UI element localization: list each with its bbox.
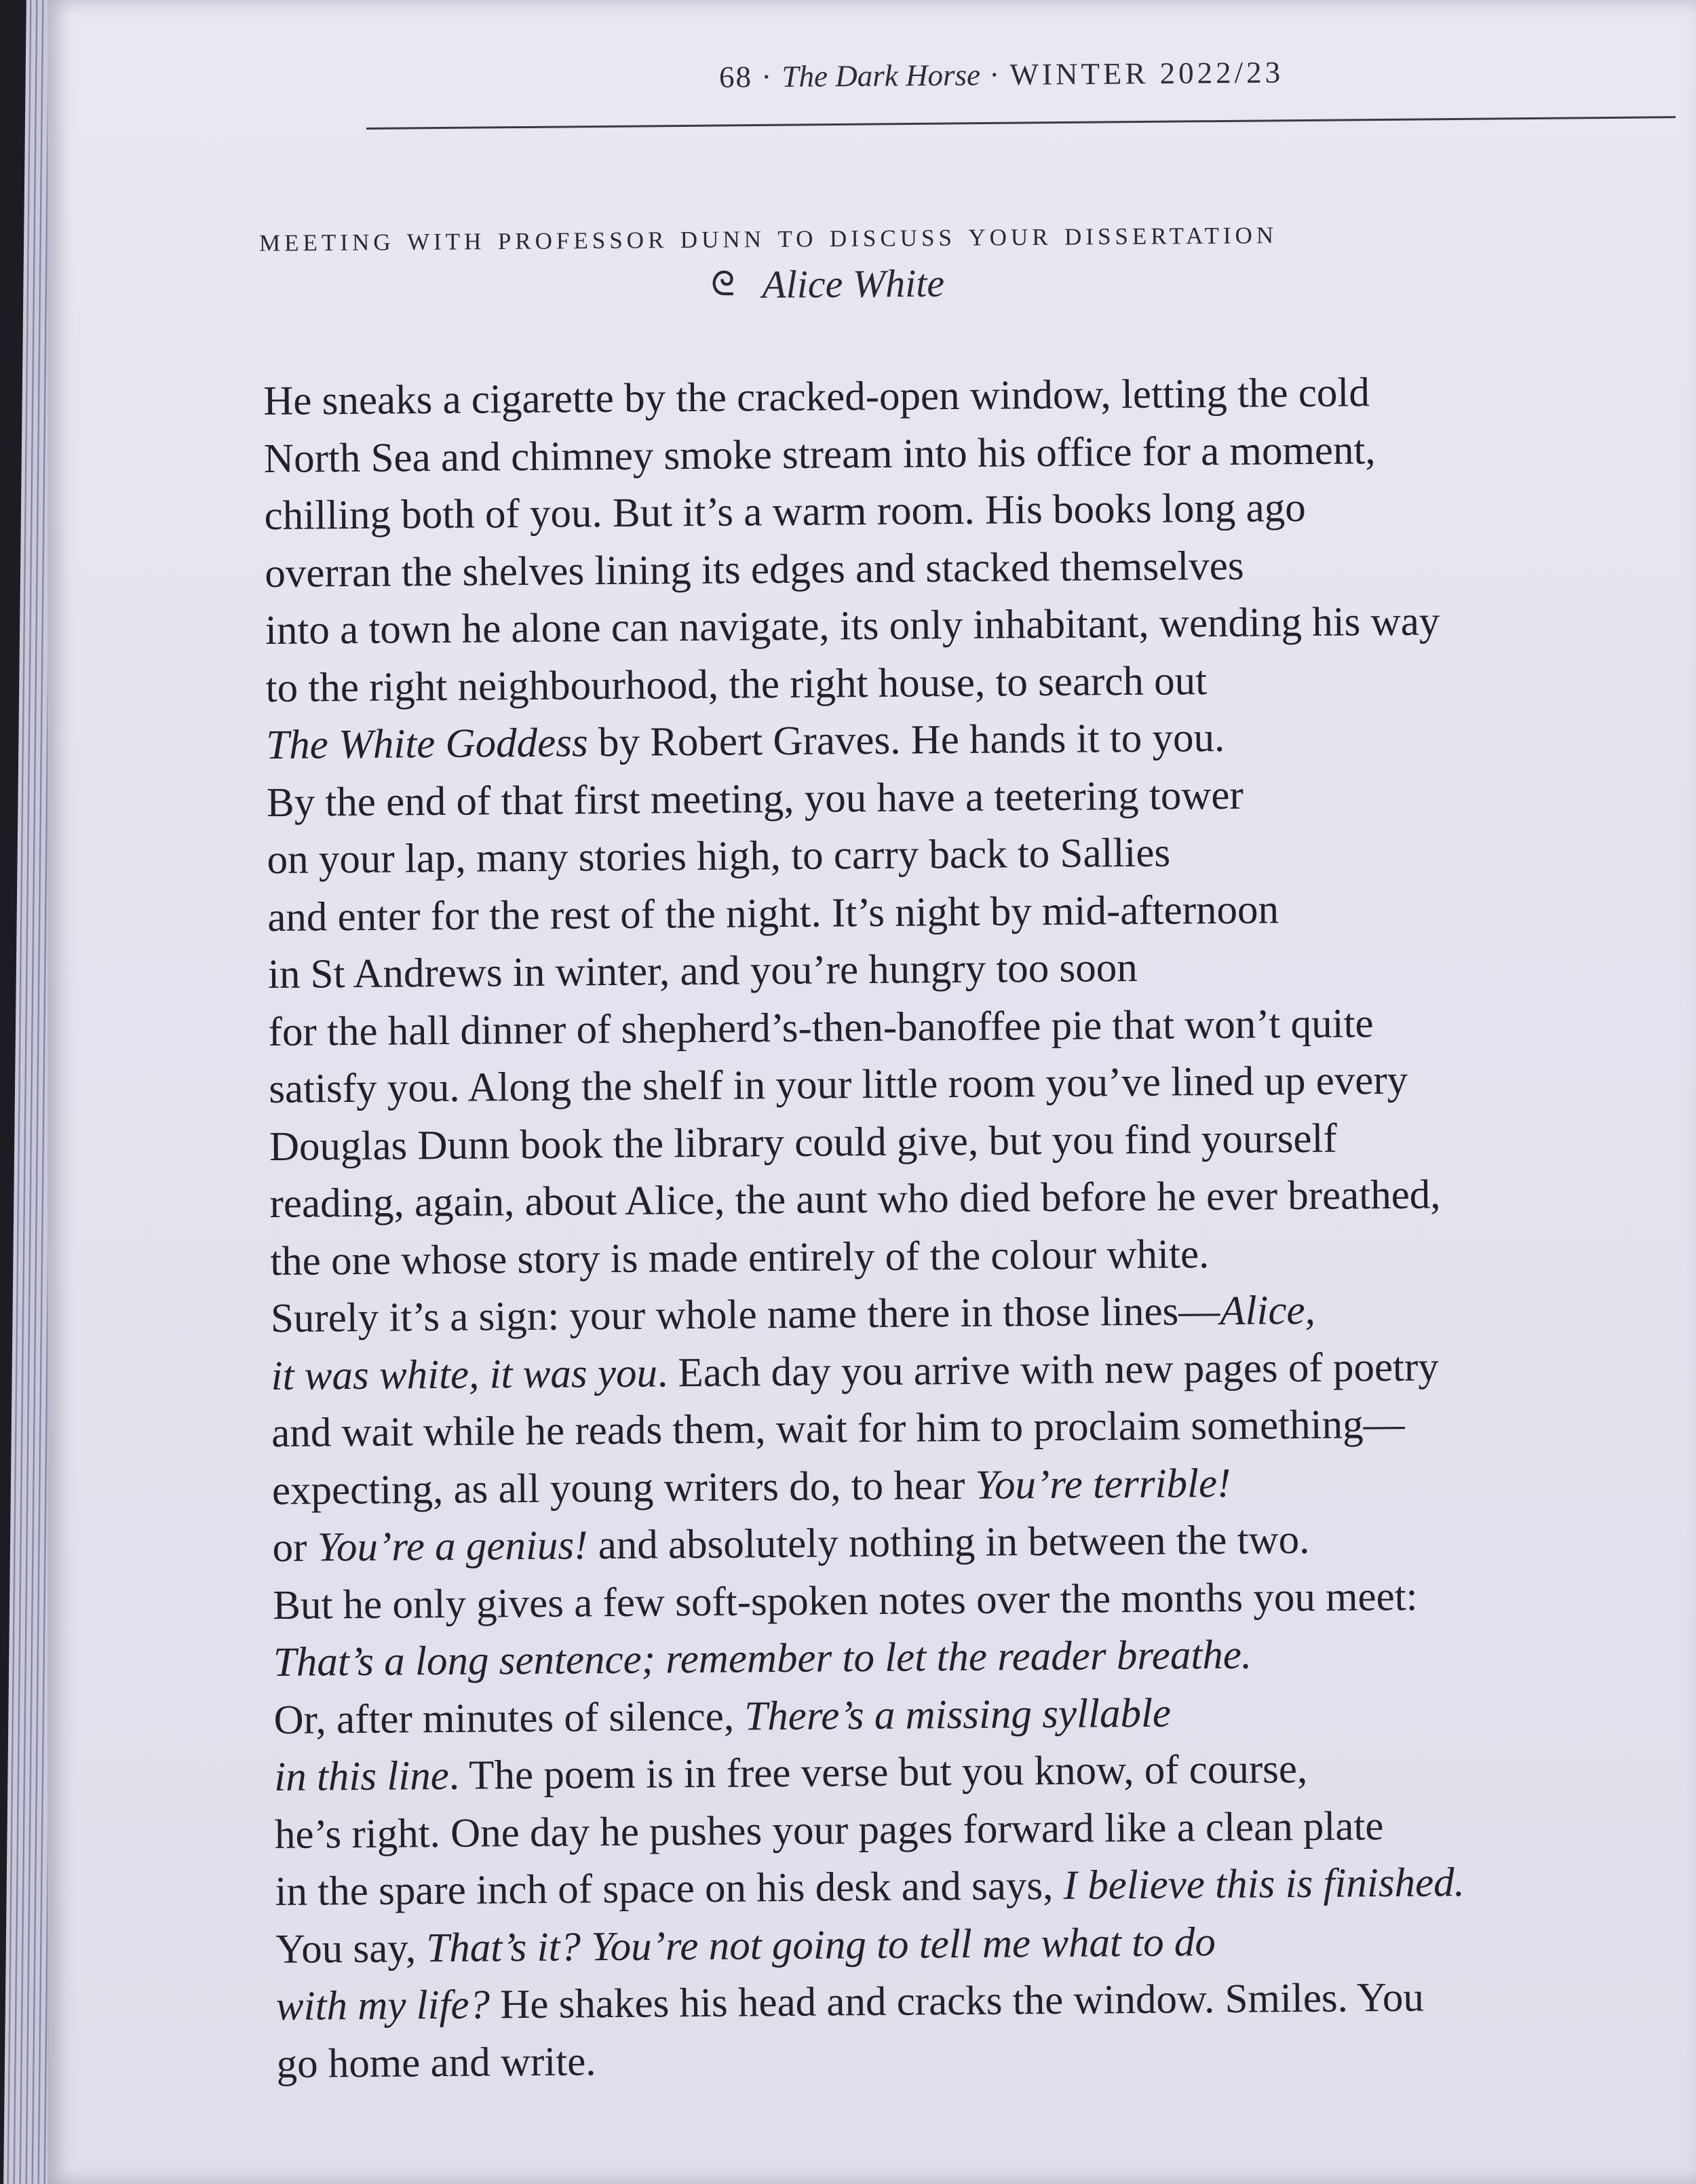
text-segment: By the end of that first meeting, you have a teetering tower <box>266 772 1244 826</box>
text-segment: satisfy you. Along the shelf in your little room you’ve lined up every <box>269 1057 1408 1112</box>
poem-line <box>269 1050 1626 1118</box>
poem-line <box>276 2025 1634 2093</box>
text-segment: chilling both of you. But it’s a warm room. His books long ago <box>264 484 1306 539</box>
poem-line <box>263 362 1621 430</box>
text-segment: and enter for the rest of the night. It’s night by mid-afternoon <box>267 886 1279 940</box>
text-segment: Surely it’s a sign: your whole name there in those lines— <box>270 1288 1220 1341</box>
poem-line <box>271 1337 1628 1405</box>
text-segment: for the hall dinner of shepherd’s-then-banoffee pie that won’t quite <box>268 1000 1374 1055</box>
journal-title: The Dark Horse <box>782 58 981 94</box>
header-rule <box>366 116 1676 130</box>
italic-phrase: I believe this is finished. <box>1063 1860 1465 1909</box>
text-segment: But he only gives a few soft-spoken notes over the months you meet: <box>272 1573 1418 1628</box>
poem-line <box>272 1509 1630 1577</box>
text-segment: North Sea and chimney smoke stream into his office for a moment, <box>263 427 1376 482</box>
poem-line <box>271 1280 1628 1347</box>
poem-line <box>268 936 1625 1003</box>
poem-line <box>266 706 1623 774</box>
header-separator: · <box>752 59 782 94</box>
book-page <box>47 0 1696 2184</box>
byline <box>711 261 945 308</box>
poem-line <box>264 420 1621 488</box>
text-segment: in the spare inch of space on his desk and says, <box>275 1862 1064 1915</box>
italic-phrase: Alice, <box>1220 1287 1316 1334</box>
poem-line <box>275 1911 1633 1978</box>
text-segment: He shakes his head and cracks the window. Smiles. You <box>489 1974 1425 2028</box>
poem-line <box>273 1681 1631 1749</box>
italic-phrase: You’re a genius! <box>317 1522 588 1571</box>
text-segment: He sneaks a cigarette by the cracked-open window, letting the cold <box>263 370 1370 424</box>
italic-phrase: That’s it? You’re not going to tell me what to do <box>426 1919 1216 1971</box>
poem-line <box>269 1165 1627 1233</box>
poem-line <box>265 592 1623 659</box>
poem-line <box>270 1223 1627 1290</box>
text-segment: . The poem is in free verse but you know, of course, <box>448 1746 1308 1799</box>
poem-line <box>272 1452 1630 1520</box>
poem-line <box>265 535 1622 602</box>
text-segment: You say, <box>275 1925 427 1972</box>
italic-phrase: That’s a long sentence; remember to let the reader breathe. <box>273 1632 1252 1685</box>
text-segment: and absolutely nothing in between the two. <box>587 1516 1310 1569</box>
poem-line <box>265 649 1623 717</box>
text-segment: Or, after minutes of silence, <box>273 1693 745 1743</box>
poem-line <box>275 1796 1632 1864</box>
poem-line <box>274 1738 1632 1806</box>
poem-line <box>276 1968 1634 2035</box>
poem-line <box>264 477 1621 545</box>
poem-line <box>267 764 1624 832</box>
text-segment: by Robert Graves. He hands it to you. <box>587 714 1225 766</box>
italic-phrase: You’re terrible! <box>975 1460 1231 1508</box>
text-segment: to the right neighbourhood, the right house, to search out <box>265 657 1208 711</box>
text-segment: and wait while he reads them, wait for him to proclaim something— <box>271 1401 1405 1456</box>
text-segment: overran the shelves lining its edges and stacked themselves <box>265 543 1244 596</box>
poem-line <box>267 821 1624 889</box>
text-segment: into a town he alone can navigate, its only inhabitant, wending his way <box>265 598 1440 653</box>
page-number: 68 <box>718 60 753 94</box>
header-separator: · <box>980 57 1010 92</box>
poem-line <box>267 879 1625 946</box>
italic-phrase: in this line <box>273 1752 450 1800</box>
poem-line <box>275 1853 1632 1921</box>
text-segment: on your lap, many stories high, to carry back to Sallies <box>267 830 1171 883</box>
text-segment: in St Andrews in winter, and you’re hungry too soon <box>267 944 1138 997</box>
italic-phrase: There’s a missing syllable <box>744 1690 1172 1739</box>
poem-line <box>273 1567 1630 1634</box>
poem-body <box>263 362 1634 2093</box>
poem-line <box>271 1394 1629 1462</box>
text-segment: the one whose story is made entirely of the colour white. <box>270 1231 1210 1284</box>
ornament-icon: ᘓ <box>710 265 735 303</box>
text-segment: go home and write. <box>276 2038 596 2087</box>
issue-season: WINTER 2022/23 <box>1009 55 1284 92</box>
poem-line <box>269 1108 1627 1176</box>
poem-line <box>268 993 1625 1061</box>
text-segment: expecting, as all young writers do, to hear <box>271 1462 976 1514</box>
text-segment: Douglas Dunn book the library could give, but you find yourself <box>269 1115 1338 1170</box>
running-header <box>719 54 1284 94</box>
text-segment: he’s right. One day he pushes your pages forward like a clean plate <box>274 1803 1384 1858</box>
poem-line <box>273 1624 1631 1691</box>
text-segment: reading, again, about Alice, the aunt who died before he ever breathed, <box>269 1172 1441 1227</box>
author-name: Alice White <box>761 261 945 307</box>
italic-phrase: it was white, it was you <box>271 1349 658 1399</box>
text-segment: . Each day you arrive with new pages of poetry <box>657 1343 1440 1396</box>
italic-phrase: The White Goddess <box>266 720 588 768</box>
italic-phrase: with my life? <box>275 1982 490 2029</box>
poem-title: meeting with professor dunn to discuss your dissertation <box>258 212 1278 258</box>
text-segment: or <box>272 1525 317 1571</box>
